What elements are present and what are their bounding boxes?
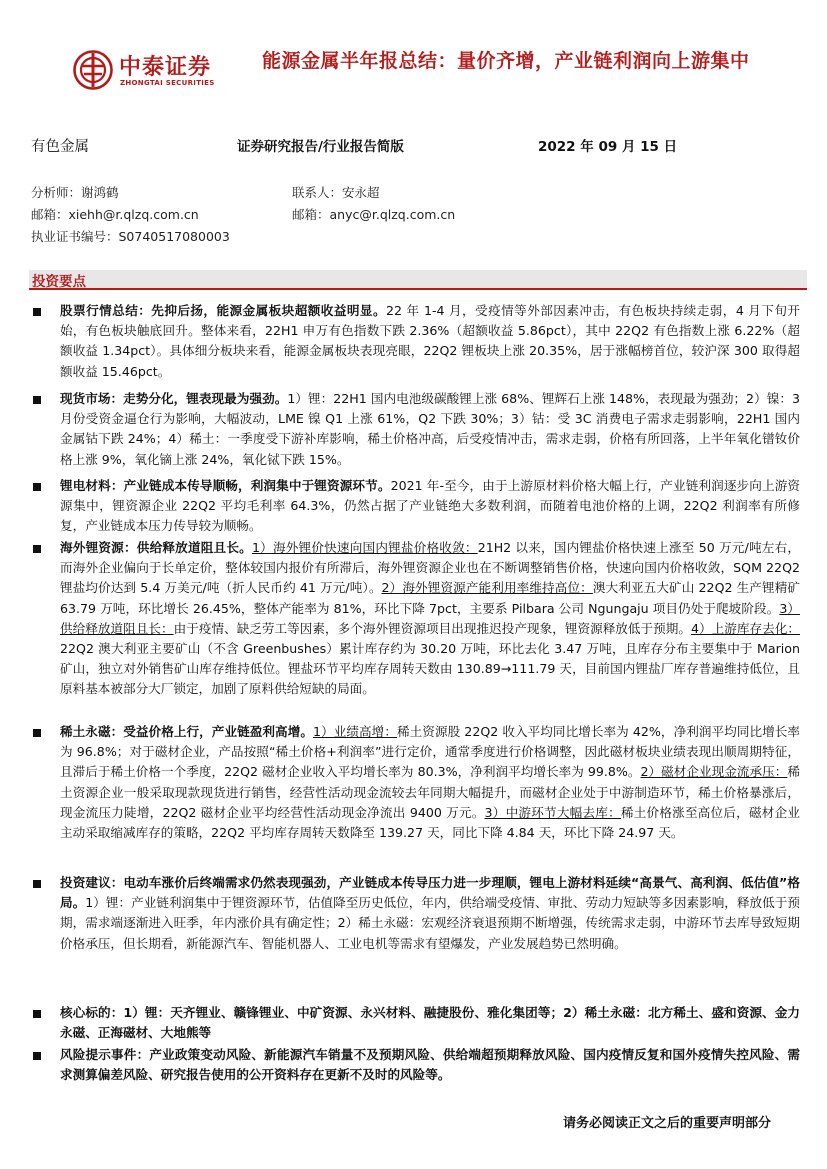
- paragraph-text: 22Q2 澳大利亚主要矿山（不含 Greenbushes）累计库存约为 30.20 万吨，环比去化 3.47 万吨，且库存分布主要集中于 Marion 矿山，独立对外销售矿山库存维持低位。锂盐环节平均库存周转天数由 130.89→111.79 天，目前国内锂盐厂库存普遍维持低位，且原料基本被部分大厂锁定，加剧了原料供给短缺的局面。: [60, 641, 800, 697]
- bullet-icon: [33, 1052, 41, 1060]
- point-heading: 3）中游环节大幅去库：: [484, 804, 621, 820]
- report-type: 证券研究报告/行业报告简版: [237, 139, 404, 155]
- paragraph-lead: 现货市场：走势分化，锂表现最为强劲。: [60, 391, 288, 406]
- paragraph-text: 22 年 1-4 月，受疫情等外部因素冲击，有色板块持续走弱，4 月下旬开始，有色板块触底回升。整体来看，22H1 申万有色指数下跌 2.36%（超额收益 5.86pct），其中 22Q2 有色指数上涨 6.22%（超额收益 1.34pct）。具体细分板块来看，能源金属板块表现亮眼，22Q2 锂板块上涨 20.35%，居于涨幅榜首位，较沪深 300 取得超额收益 15.46pct。: [60, 303, 800, 379]
- paragraph-text: 稀土价格涨至高位后，磁材企业主动采取缩减库存的策略，22Q2 平均库存周转天数降至 139.27 天，同比下降 4.84 天，环比下降 24.97 天。: [60, 804, 801, 841]
- bullet-icon: [33, 396, 41, 404]
- paragraph-risk-warning: [60, 1045, 800, 1085]
- point-heading: 2）海外锂资源产能利用率维持高位：: [381, 580, 593, 596]
- point-heading: 2）磁材企业现金流承压：: [640, 764, 788, 780]
- section-header-bar: [29, 270, 807, 290]
- paragraph-core-targets: [60, 1003, 800, 1043]
- paragraph-lead: 投资建议：电动车涨价后终端需求仍然表现强劲，产业链成本传导压力进一步理顺，锂电上游材料延续“高景气、高利润、低估值”格局。: [60, 875, 800, 911]
- point-heading: 3）供给释放道阻且长：: [60, 600, 801, 636]
- paragraph-text: 1）锂：产业链利润集中于锂资源环节，估值降至历史低位，年内，供给端受疫情、审批、劳动力短缺等多因素影响，释放低于预期，需求端逐渐进入旺季，年内涨价具有确定性；2）稀土永磁：宏观经济衰退预期不断增强，传统需求走弱，中游环节去库导致短期价格承压，但长期看，新能源汽车、智能机器人、工业电机等需求有望爆发，产业发展趋势已然明确。: [60, 895, 801, 951]
- paragraph-overseas-lithium: [60, 538, 800, 700]
- logo-text-en: ZHONGTAI SECURITIES: [120, 79, 215, 87]
- paragraph-text: 由于疫情、缺乏劳工等因素，多个海外锂资源项目出现推迟投产现象，锂资源释放低于预期。: [173, 620, 692, 636]
- paragraph-rare-earth: [60, 722, 800, 843]
- paragraph-spot-market: [60, 389, 800, 470]
- paragraph-battery-materials: [60, 476, 800, 537]
- paragraph-text: 澳大利亚五大矿山 22Q2 生产锂精矿 63.79 万吨，环比增长 26.45%，整体产能率为 81%，环比下降 7pct，主要系 Pilbara 公司 Ngungaju 项目仍处于爬坡阶段。: [60, 580, 800, 616]
- bullet-icon: [33, 545, 41, 553]
- analyst-email: 邮箱：xiehh@r.qlzq.com.cn: [31, 207, 199, 222]
- contact-name: 联系人：安永超: [292, 185, 380, 200]
- point-heading: 4）上游库存去化：: [691, 620, 801, 636]
- paragraph-market-summary: [60, 301, 800, 382]
- bullet-icon: [33, 880, 41, 888]
- analyst-license: 执业证书编号：S0740517080003: [31, 229, 230, 244]
- point-heading: 1）业绩高增：: [313, 724, 397, 739]
- paragraph-text: 稀土资源企业一般采取现款现货进行销售，经营性活动现金流较去年同期大幅提升，而磁材企业处于中游制造环节，稀土价格暴涨后，现金流压力陡增，22Q2 磁材企业平均经营性活动现金净流出 9400 万元。: [60, 764, 800, 820]
- paragraph-lead: 风险提示事件：产业政策变动风险、新能源汽车销量不及预期风险、供给端超预期释放风险、国内疫情反复和国外疫情失控风险、需求测算偏差风险、研究报告使用的公开资料存在更新不及时的风险等。: [60, 1047, 800, 1083]
- paragraph-lead: 股票行情总结：先抑后扬，能源金属板块超额收益明显。: [60, 303, 386, 318]
- paragraph-text: 2021 年-至今，由于上游原材料价格大幅上行，产业链利润逐步向上游资源集中，锂资源企业 22Q2 平均毛利率 64.3%，仍然占据了产业链绝大多数利润，而随着电池价格的上调，22Q2 利润率有所修复，产业链成本压力传导较为顺畅。: [60, 478, 801, 534]
- point-heading: 1）海外锂价快速向国内锂盐价格收敛：: [251, 540, 478, 555]
- bullet-icon: [33, 483, 41, 491]
- zhongtai-logo-icon: [73, 50, 113, 90]
- paragraph-lead: 稀土永磁：受益价格上行，产业链盈利高增。: [60, 724, 314, 739]
- paragraph-lead: 海外锂资源：供给释放道阻且长。: [60, 540, 252, 555]
- bullet-icon: [33, 1010, 41, 1018]
- contact-email: 邮箱：anyc@r.qlzq.com.cn: [292, 207, 456, 222]
- paragraph-investment-advice: [60, 873, 800, 954]
- report-title: 能源金属半年报总结：量价齐增，产业链利润向上游集中: [262, 50, 750, 72]
- paragraph-lead: 锂电材料：产业链成本传导顺畅，利润集中于锂资源环节。: [60, 478, 391, 493]
- analyst-name: 分析师：谢鸿鹤: [31, 185, 119, 200]
- bullet-icon: [33, 308, 41, 316]
- paragraph-text: 1）锂：22H1 国内电池级碳酸锂上涨 68%、锂辉石上涨 148%，表现最为强劲；2）镍：3 月份受资金逼仓行为影响，大幅波动，LME 镍 Q1 上涨 61%，Q2 下跌 30%；3）钴：受 3C 消费电子需求走弱影响，22H1 国内金属钴下跌 24%；4）稀土：一季度受下游补库影响，稀土价格冲高，后受疫情冲击，需求走弱，价格有所回落，上半年氧化镨钕价格上涨 9%，氧化镝上涨 24%，氧化铽下跌 15%。: [60, 391, 800, 467]
- footer-disclaimer: 请务必阅读正文之后的重要声明部分: [562, 1116, 771, 1131]
- sector-label: 有色金属: [31, 139, 89, 155]
- logo-text-cn: 中泰证券: [119, 55, 212, 80]
- bullet-icon: [33, 729, 41, 737]
- paragraph-text: 稀土资源股 22Q2 收入平均同比增长率为 42%，净利润平均同比增长率为 96.8%；对于磁材企业，产品按照“稀土价格+利润率”进行定价，通常季度进行价格调整，因此磁材板块业绩表现出顺周期特征，且滞后于稀土价格一个季度，22Q2 磁材企业收入平均增长率为 80.3%，净利润平均增长率为 99.8%。: [60, 724, 801, 780]
- paragraph-lead: 核心标的：1）锂：天齐锂业、赣锋锂业、中矿资源、永兴材料、融捷股份、雅化集团等；2）稀土永磁：北方稀土、盛和资源、金力永磁、正海磁材、大地熊等: [60, 1005, 800, 1041]
- report-date: 2022 年 09 月 15 日: [538, 139, 678, 155]
- paragraph-text: 21H2 以来，国内锂盐价格快速上涨至 50 万元/吨左右，而海外企业偏向于长单定价，整体较国内报价有所滞后，海外锂资源企业也在不断调整销售价格，快速向国内价格收敛，SQM 22Q2 锂盐均价达到 5.4 万美元/吨（折人民币约 41 万元/吨）。: [60, 540, 800, 596]
- company-logo: [73, 48, 228, 92]
- section-title: 投资要点: [32, 274, 86, 290]
